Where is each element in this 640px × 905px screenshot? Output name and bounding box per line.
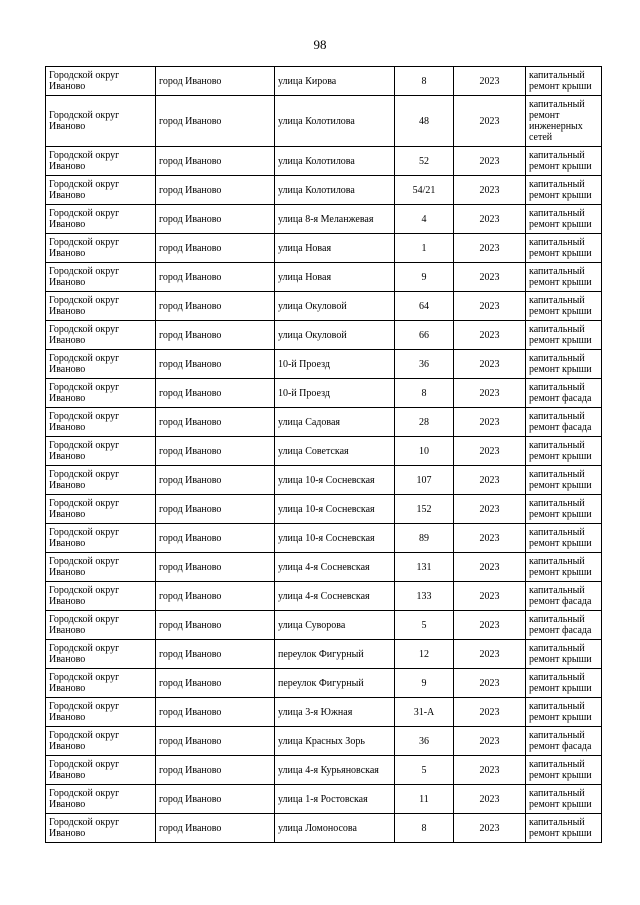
work-type-cell: капитальный ремонт инженерных сетей [526,96,602,147]
street-cell: улица Суворова [275,611,395,640]
city-cell: город Иваново [156,553,275,582]
table-row [46,466,602,495]
house-number-cell: 5 [395,756,454,785]
city-cell: город Иваново [156,698,275,727]
table-row [46,582,602,611]
year-cell: 2023 [454,785,526,814]
district-cell: Городской округ Иваново [46,321,156,350]
year-cell: 2023 [454,495,526,524]
street-cell: улица Окуловой [275,321,395,350]
district-cell: Городской округ Иваново [46,524,156,553]
house-number-cell: 4 [395,205,454,234]
year-cell: 2023 [454,176,526,205]
city-cell: город Иваново [156,379,275,408]
page-number: 98 [313,37,327,52]
district-cell: Городской округ Иваново [46,814,156,843]
year-cell: 2023 [454,408,526,437]
year-cell: 2023 [454,698,526,727]
street-cell: 10-й Проезд [275,350,395,379]
district-cell: Городской округ Иваново [46,640,156,669]
house-number-cell: 28 [395,408,454,437]
city-cell: город Иваново [156,147,275,176]
work-type-cell: капитальный ремонт крыши [526,292,602,321]
work-type-cell: капитальный ремонт крыши [526,321,602,350]
street-cell: улица 10-я Сосневская [275,524,395,553]
street-cell: улица Садовая [275,408,395,437]
house-number-cell: 131 [395,553,454,582]
house-number-cell: 133 [395,582,454,611]
table-row [46,756,602,785]
city-cell: город Иваново [156,408,275,437]
district-cell: Городской округ Иваново [46,698,156,727]
table-row [46,408,602,437]
city-cell: город Иваново [156,785,275,814]
house-number-cell: 8 [395,814,454,843]
city-cell: город Иваново [156,96,275,147]
work-type-cell: капитальный ремонт крыши [526,234,602,263]
street-cell: улица Красных Зорь [275,727,395,756]
house-number-cell: 54/21 [395,176,454,205]
street-cell: 10-й Проезд [275,379,395,408]
year-cell: 2023 [454,466,526,495]
house-number-cell: 31-А [395,698,454,727]
year-cell: 2023 [454,67,526,96]
city-cell: город Иваново [156,611,275,640]
district-cell: Городской округ Иваново [46,234,156,263]
table-row [46,698,602,727]
year-cell: 2023 [454,205,526,234]
district-cell: Городской округ Иваново [46,466,156,495]
street-cell: улица 4-я Сосневская [275,582,395,611]
table-row [46,176,602,205]
house-number-cell: 9 [395,669,454,698]
street-cell: улица 8-я Меланжевая [275,205,395,234]
district-cell: Городской округ Иваново [46,553,156,582]
street-cell: улица 10-я Сосневская [275,495,395,524]
table-row [46,437,602,466]
year-cell: 2023 [454,321,526,350]
year-cell: 2023 [454,640,526,669]
table-row [46,292,602,321]
house-number-cell: 89 [395,524,454,553]
year-cell: 2023 [454,96,526,147]
house-number-cell: 12 [395,640,454,669]
district-cell: Городской округ Иваново [46,437,156,466]
year-cell: 2023 [454,147,526,176]
house-number-cell: 48 [395,96,454,147]
table-row [46,814,602,843]
city-cell: город Иваново [156,582,275,611]
street-cell: переулок Фигурный [275,669,395,698]
work-type-cell: капитальный ремонт крыши [526,785,602,814]
city-cell: город Иваново [156,669,275,698]
city-cell: город Иваново [156,814,275,843]
district-cell: Городской округ Иваново [46,727,156,756]
work-type-cell: капитальный ремонт крыши [526,524,602,553]
street-cell: улица 10-я Сосневская [275,466,395,495]
year-cell: 2023 [454,292,526,321]
street-cell: улица Ломоносова [275,814,395,843]
street-cell: улица 3-я Южная [275,698,395,727]
year-cell: 2023 [454,756,526,785]
street-cell: улица 4-я Курьяновская [275,756,395,785]
work-type-cell: капитальный ремонт крыши [526,756,602,785]
city-cell: город Иваново [156,756,275,785]
work-type-cell: капитальный ремонт крыши [526,640,602,669]
house-number-cell: 64 [395,292,454,321]
city-cell: город Иваново [156,234,275,263]
street-cell: улица 1-я Ростовская [275,785,395,814]
work-type-cell: капитальный ремонт крыши [526,669,602,698]
work-type-cell: капитальный ремонт крыши [526,437,602,466]
work-type-cell: капитальный ремонт крыши [526,67,602,96]
street-cell: улица Окуловой [275,292,395,321]
year-cell: 2023 [454,727,526,756]
district-cell: Городской округ Иваново [46,756,156,785]
year-cell: 2023 [454,814,526,843]
table-row [46,669,602,698]
work-type-cell: капитальный ремонт крыши [526,147,602,176]
city-cell: город Иваново [156,437,275,466]
table-row [46,67,602,96]
house-number-cell: 152 [395,495,454,524]
year-cell: 2023 [454,234,526,263]
house-number-cell: 36 [395,727,454,756]
street-cell: улица Советская [275,437,395,466]
district-cell: Городской округ Иваново [46,582,156,611]
work-type-cell: капитальный ремонт крыши [526,466,602,495]
work-type-cell: капитальный ремонт фасада [526,582,602,611]
year-cell: 2023 [454,437,526,466]
city-cell: город Иваново [156,176,275,205]
city-cell: город Иваново [156,205,275,234]
house-number-cell: 10 [395,437,454,466]
district-cell: Городской округ Иваново [46,669,156,698]
district-cell: Городской округ Иваново [46,176,156,205]
city-cell: город Иваново [156,263,275,292]
year-cell: 2023 [454,379,526,408]
table-row [46,350,602,379]
house-number-cell: 52 [395,147,454,176]
year-cell: 2023 [454,350,526,379]
house-number-cell: 11 [395,785,454,814]
table-row [46,96,602,147]
house-number-cell: 1 [395,234,454,263]
work-type-cell: капитальный ремонт крыши [526,814,602,843]
house-number-cell: 107 [395,466,454,495]
house-number-cell: 5 [395,611,454,640]
year-cell: 2023 [454,524,526,553]
year-cell: 2023 [454,582,526,611]
street-cell: улица Колотилова [275,96,395,147]
table-row [46,785,602,814]
work-type-cell: капитальный ремонт крыши [526,350,602,379]
table-row [46,524,602,553]
district-cell: Городской округ Иваново [46,292,156,321]
district-cell: Городской округ Иваново [46,350,156,379]
table-body [46,67,602,843]
city-cell: город Иваново [156,67,275,96]
district-cell: Городской округ Иваново [46,67,156,96]
table-row [46,205,602,234]
table-row [46,553,602,582]
house-number-cell: 36 [395,350,454,379]
city-cell: город Иваново [156,640,275,669]
street-cell: улица Новая [275,234,395,263]
work-type-cell: капитальный ремонт крыши [526,698,602,727]
city-cell: город Иваново [156,524,275,553]
table-row [46,495,602,524]
district-cell: Городской округ Иваново [46,263,156,292]
district-cell: Городской округ Иваново [46,96,156,147]
city-cell: город Иваново [156,466,275,495]
house-number-cell: 8 [395,67,454,96]
work-type-cell: капитальный ремонт фасада [526,408,602,437]
year-cell: 2023 [454,611,526,640]
work-type-cell: капитальный ремонт фасада [526,611,602,640]
work-type-cell: капитальный ремонт фасада [526,379,602,408]
repair-schedule-table [45,66,602,843]
work-type-cell: капитальный ремонт крыши [526,495,602,524]
district-cell: Городской округ Иваново [46,408,156,437]
table-row [46,263,602,292]
house-number-cell: 9 [395,263,454,292]
house-number-cell: 66 [395,321,454,350]
work-type-cell: капитальный ремонт крыши [526,263,602,292]
street-cell: улица Колотилова [275,176,395,205]
year-cell: 2023 [454,553,526,582]
table-row [46,321,602,350]
district-cell: Городской округ Иваново [46,147,156,176]
table-row [46,640,602,669]
street-cell: улица Новая [275,263,395,292]
year-cell: 2023 [454,669,526,698]
street-cell: улица Колотилова [275,147,395,176]
city-cell: город Иваново [156,727,275,756]
house-number-cell: 8 [395,379,454,408]
district-cell: Городской округ Иваново [46,495,156,524]
work-type-cell: капитальный ремонт крыши [526,205,602,234]
work-type-cell: капитальный ремонт крыши [526,176,602,205]
table-row [46,727,602,756]
district-cell: Городской округ Иваново [46,379,156,408]
year-cell: 2023 [454,263,526,292]
work-type-cell: капитальный ремонт фасада [526,727,602,756]
street-cell: улица Кирова [275,67,395,96]
table-row [46,379,602,408]
street-cell: улица 4-я Сосневская [275,553,395,582]
street-cell: переулок Фигурный [275,640,395,669]
table-row [46,234,602,263]
district-cell: Городской округ Иваново [46,785,156,814]
work-type-cell: капитальный ремонт крыши [526,553,602,582]
table-row [46,611,602,640]
city-cell: город Иваново [156,350,275,379]
city-cell: город Иваново [156,292,275,321]
district-cell: Городской округ Иваново [46,205,156,234]
city-cell: город Иваново [156,321,275,350]
city-cell: город Иваново [156,495,275,524]
table-row [46,147,602,176]
district-cell: Городской округ Иваново [46,611,156,640]
